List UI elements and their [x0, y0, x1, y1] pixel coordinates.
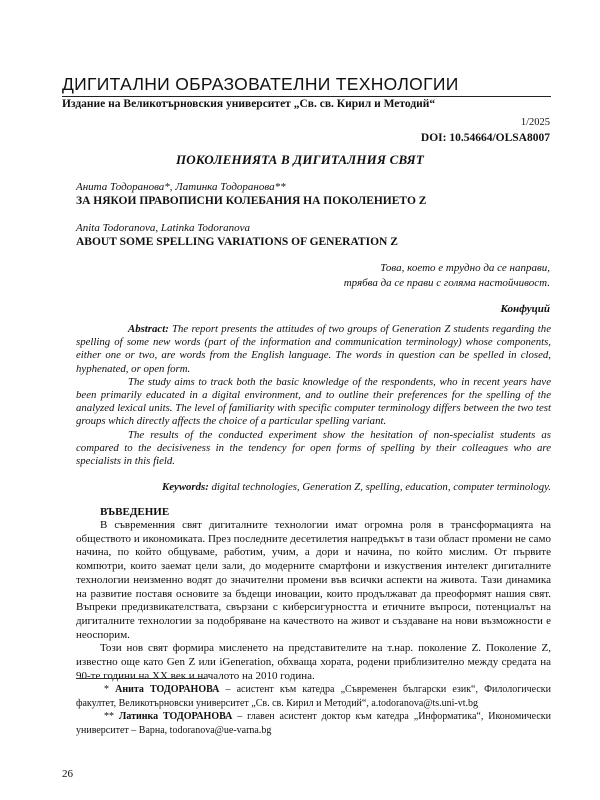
authors-en: Anita Todoranova, Latinka Todoranova — [76, 222, 250, 234]
section-heading: ПОКОЛЕНИЯТА В ДИГИТАЛНИЯ СВЯТ — [175, 152, 425, 167]
abstract-paragraph-2: The study aims to track both the basic knowledge of the respondents, who in recent years have been primarily educated in a digital environment, and to outline their preferences for the spelling of the analyzed lexical units. The level of familiarity with specific computer terminology differs between the two test groups which directly affects the choice of a particular spelling variant. — [76, 375, 551, 428]
introduction-heading: ВЪВЕДЕНИЕ — [100, 506, 170, 518]
keywords — [76, 481, 551, 493]
header-divider — [62, 96, 551, 97]
footnote-2-mark: ** — [104, 711, 119, 722]
introduction-body — [76, 519, 551, 683]
authors-bg: Анита Тодоранова*, Латинка Тодоранова** — [76, 181, 286, 193]
abstract-paragraph-1 — [76, 323, 551, 376]
introduction-paragraph-1: В съвременния свят дигиталните технологии имат огромна роля в трансформацията на обществото и икономиката. През последните десетилетия напредъкът в тази област промени не само начина, по който общуваме, работим, учим, а дори и начина, по който мислим. От първите компютри, които заемат цели зали, до модерните смартфони и изкуствения интелект дигиталните технологии неизменно водят до значителни промени във всички аспекти на живота. Тази динамика на развитие поставя основите за бъдещи иновации, които продължават да преоформят нашия свят. Въпреки предизвикателствата, свързани с киберсигурността и етичните въпроси, потенциалът на дигиталните технологии за подобряване на качеството на живот и създаване на нови възможности е неоспорим. — [76, 519, 551, 641]
footnote-1 — [76, 683, 551, 710]
footnote-1-text: – асистент към катедра „Съвременен български език“, Филологически факултет, Великотърновски университет „Св. св. Кирил и Методий“, a.todoranova@ts.uni-vt.bg — [76, 684, 552, 709]
article-title-bg: ЗА НЯКОИ ПРАВОПИСНИ КОЛЕБАНИЯ НА ПОКОЛЕНИЕТО Z — [76, 195, 427, 207]
abstract-label: Abstract: — [128, 323, 169, 335]
footnote-2-name: Латинка ТОДОРАНОВА — [118, 711, 233, 722]
abstract-text-1: The report presents the attitudes of two groups of Generation Z students regarding the spelling of some new words (part of the information and communication terminology) whose components, either one or two, are words from the English language. The words in question can be spelled in closed, hyphenated, or open form. — [76, 323, 551, 375]
footnote-divider — [76, 678, 206, 679]
publisher-line: Издание на Великотърновския университет „Св. св. Кирил и Методий“ — [62, 98, 436, 110]
issue-number: 1/2025 — [520, 117, 550, 128]
epigraph-line-1: Това, което е трудно да се направи, — [380, 262, 550, 274]
footnote-2-text: – главен асистент доктор към катедра „Информатика“, Икономически университет – Варна, todoranova@ue-varna.bg — [76, 711, 551, 736]
abstract — [76, 323, 551, 468]
keywords-text: digital technologies, Generation Z, spelling, education, computer terminology. — [208, 481, 551, 493]
footnote-1-mark: * — [104, 684, 116, 695]
journal-title: ДИГИТАЛНИ ОБРАЗОВАТЕЛНИ ТЕХНОЛОГИИ — [62, 74, 459, 94]
epigraph-line-2: трябва да се прави с голяма настойчивост. — [343, 277, 550, 289]
footnote-1-name: Анита ТОДОРАНОВА — [115, 684, 220, 695]
article-title-en: ABOUT SOME SPELLING VARIATIONS OF GENERATION Z — [76, 236, 398, 248]
page-number: 26 — [62, 768, 73, 780]
keywords-label: Keywords: — [162, 481, 209, 493]
introduction-paragraph-2: Този нов свят формира мисленето на представителите на т.нар. поколение Z. Поколение Z, известно още като Gen Z или iGeneration, обхваща хората, родени приблизително между средата на 90-те години на XX век и началото на 2010 година. — [76, 642, 551, 682]
doi: DOI: 10.54664/OLSA8007 — [420, 132, 550, 144]
footnote-2 — [76, 710, 551, 737]
epigraph-author: Конфуций — [500, 303, 550, 315]
abstract-paragraph-3: The results of the conducted experiment show the hesitation of non-specialist students as compared to the decisiveness in the tendency for open forms of spelling by their colleagues who are specialists in this field. — [76, 428, 551, 468]
footnotes — [76, 683, 551, 737]
